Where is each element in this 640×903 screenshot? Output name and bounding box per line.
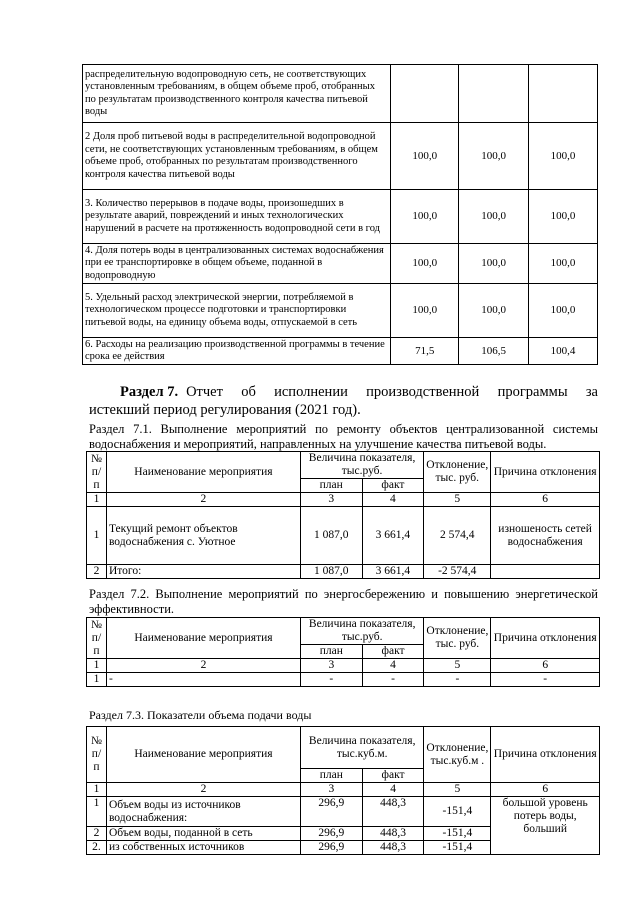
header-num: № п/ п xyxy=(87,452,107,493)
section-7-title: Отчет об исполнении производственной программы за xyxy=(186,384,598,400)
row-reason: изношеность сетей водоснабжения xyxy=(491,507,600,565)
table-header-row xyxy=(87,452,600,479)
header-name: Наименование мероприятия xyxy=(106,618,300,659)
table-row xyxy=(83,65,598,123)
table-index-row xyxy=(87,783,600,797)
index-cell: 6 xyxy=(491,659,600,673)
header-reason: Причина отклонения xyxy=(491,727,600,783)
table-header-row xyxy=(87,727,600,769)
indicator-value: 100,0 xyxy=(529,123,598,190)
table-row xyxy=(83,190,598,244)
energy-table xyxy=(86,617,600,687)
header-value: Величина показателя, тыс.куб.м. xyxy=(300,727,423,769)
header-deviation: Отклонение, тыс. руб. xyxy=(424,452,491,493)
index-cell: 5 xyxy=(424,493,491,507)
indicator-text: 5. Удельный расход электрической энергии, потребляемой в технологическом процессе подготовки и транспортировки питьевой воды, на единицу объема воды, отпускаемой в сеть xyxy=(83,284,391,338)
indicator-value: 100,0 xyxy=(459,123,529,190)
index-cell: 2 xyxy=(106,659,300,673)
indicator-value: 100,0 xyxy=(529,190,598,244)
row-name: Объем воды из источников водоснабжения: xyxy=(106,797,300,827)
index-cell: 4 xyxy=(362,783,424,797)
header-fact: факт xyxy=(362,645,424,659)
sub73-title: Раздел 7.3. Показатели объема подачи воды xyxy=(89,708,312,722)
row-reason: - xyxy=(491,673,600,687)
indicator-value xyxy=(459,65,529,123)
row-plan: - xyxy=(300,673,362,687)
table-row xyxy=(83,123,598,190)
indicator-value xyxy=(391,65,459,123)
header-fact: факт xyxy=(362,769,424,783)
indicator-text: 4. Доля потерь воды в централизованных системах водоснабжения при ее транспортировке в общем объеме, поданной в водопроводную xyxy=(83,244,391,284)
table-row xyxy=(87,507,600,565)
indicator-text: распределительную водопроводную сеть, не соответствующих установленным требованиям, в общем объеме проб, отобранных по результатам производственного контроля качества питьевой воды xyxy=(83,65,391,123)
row-fact: - xyxy=(362,673,424,687)
row-reason: большой уровень потерь воды, больший xyxy=(491,797,600,855)
index-cell: 1 xyxy=(87,783,107,797)
row-name: Итого: xyxy=(106,565,300,579)
table-row xyxy=(83,284,598,338)
row-num: 1 xyxy=(87,507,107,565)
row-fact: 3 661,4 xyxy=(362,565,424,579)
indicator-value: 71,5 xyxy=(391,338,459,365)
row-plan: 1 087,0 xyxy=(300,507,362,565)
row-plan: 296,9 xyxy=(300,841,362,855)
sub71-title-line1: Раздел 7.1. Выполнение мероприятий по ремонту объектов централизованной системы xyxy=(89,422,598,436)
table-row xyxy=(87,565,600,579)
index-cell: 4 xyxy=(362,493,424,507)
row-fact: 448,3 xyxy=(362,841,424,855)
sub72-title-line2: эффективности. xyxy=(89,602,175,616)
row-num: 2 xyxy=(87,827,107,841)
table-row xyxy=(87,673,600,687)
row-fact: 448,3 xyxy=(362,797,424,827)
indicator-value: 100,4 xyxy=(529,338,598,365)
sub72-title-line1: Раздел 7.2. Выполнение мероприятий по энергосбережению и повышению энергетической xyxy=(89,587,598,601)
repair-table xyxy=(86,451,600,579)
row-num: 1 xyxy=(87,797,107,827)
index-cell: 1 xyxy=(87,659,107,673)
index-cell: 2 xyxy=(106,493,300,507)
row-reason xyxy=(491,565,600,579)
section-7-label: Раздел 7. xyxy=(120,384,179,400)
index-cell: 1 xyxy=(87,493,107,507)
header-fact: факт xyxy=(362,479,424,493)
table-row xyxy=(83,244,598,284)
header-deviation: Отклонение, тыс. руб. xyxy=(424,618,491,659)
row-deviation: -151,4 xyxy=(424,841,491,855)
header-reason: Причина отклонения xyxy=(491,452,600,493)
header-plan: план xyxy=(300,769,362,783)
row-num: 2 xyxy=(87,565,107,579)
header-num: № п/ п xyxy=(87,618,107,659)
table-index-row xyxy=(87,659,600,673)
indicator-value: 100,0 xyxy=(391,284,459,338)
table-row xyxy=(87,797,600,827)
indicator-value: 106,5 xyxy=(459,338,529,365)
row-deviation: -151,4 xyxy=(424,797,491,827)
index-cell: 3 xyxy=(300,783,362,797)
header-plan: план xyxy=(300,645,362,659)
index-cell: 3 xyxy=(300,493,362,507)
index-cell: 4 xyxy=(362,659,424,673)
section-7-heading xyxy=(120,384,598,401)
row-name: - xyxy=(106,673,300,687)
indicator-text: 2 Доля проб питьевой воды в распределительной водопроводной сети, не соответствующих установленным требованиям, в общем объеме проб, отобранных по результатам производственного контроля качества питьевой воды xyxy=(83,123,391,190)
header-value: Величина показателя, тыс.руб. xyxy=(300,618,423,645)
header-value: Величина показателя, тыс.руб. xyxy=(300,452,423,479)
row-fact: 3 661,4 xyxy=(362,507,424,565)
indicators-table xyxy=(82,64,598,365)
row-fact: 448,3 xyxy=(362,827,424,841)
indicator-value: 100,0 xyxy=(529,244,598,284)
indicator-value: 100,0 xyxy=(459,244,529,284)
header-plan: план xyxy=(300,479,362,493)
indicator-value: 100,0 xyxy=(391,190,459,244)
index-cell: 6 xyxy=(491,783,600,797)
row-num: 1 xyxy=(87,673,107,687)
indicator-value xyxy=(529,65,598,123)
row-plan: 296,9 xyxy=(300,797,362,827)
index-cell: 6 xyxy=(491,493,600,507)
header-name: Наименование мероприятия xyxy=(106,452,300,493)
section-7-title-line2: истекший период регулирования (2021 год). xyxy=(89,402,361,418)
row-deviation: -151,4 xyxy=(424,827,491,841)
header-deviation: Отклонение, тыс.куб.м . xyxy=(424,727,491,783)
header-num: № п/ п xyxy=(87,727,107,783)
index-cell: 5 xyxy=(424,783,491,797)
table-index-row xyxy=(87,493,600,507)
row-plan: 1 087,0 xyxy=(300,565,362,579)
indicator-text: 6. Расходы на реализацию производственной программы в течение срока ее действия xyxy=(83,338,391,365)
row-name: Текущий ремонт объектов водоснабжения с. Уютное xyxy=(106,507,300,565)
indicator-value: 100,0 xyxy=(391,123,459,190)
index-cell: 5 xyxy=(424,659,491,673)
row-name: из собственных источников xyxy=(106,841,300,855)
indicator-value: 100,0 xyxy=(459,284,529,338)
row-deviation: - xyxy=(424,673,491,687)
indicator-value: 100,0 xyxy=(459,190,529,244)
indicator-text: 3. Количество перерывов в подаче воды, произошедших в результате аварий, повреждений и иных технологических нарушений в расчете на протяженность водопроводной сети в год xyxy=(83,190,391,244)
table-header-row xyxy=(87,618,600,645)
row-plan: 296,9 xyxy=(300,827,362,841)
header-name: Наименование мероприятия xyxy=(106,727,300,783)
row-num: 2. xyxy=(87,841,107,855)
header-reason: Причина отклонения xyxy=(491,618,600,659)
row-deviation: -2 574,4 xyxy=(424,565,491,579)
index-cell: 2 xyxy=(106,783,300,797)
row-deviation: 2 574,4 xyxy=(424,507,491,565)
index-cell: 3 xyxy=(300,659,362,673)
row-name: Объем воды, поданной в сеть xyxy=(106,827,300,841)
sub71-title-line2: водоснабжения и мероприятий, направленных на улучшение качества питьевой воды. xyxy=(89,437,547,451)
indicator-value: 100,0 xyxy=(391,244,459,284)
water-volume-table xyxy=(86,726,600,855)
table-row xyxy=(83,338,598,365)
indicator-value: 100,0 xyxy=(529,284,598,338)
